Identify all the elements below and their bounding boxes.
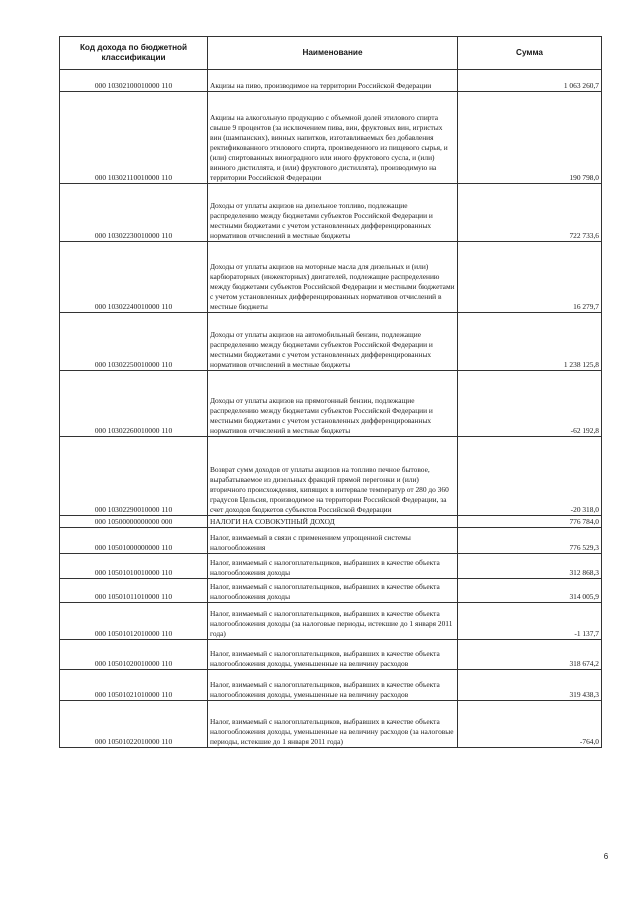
- row-code: 000 10501022010000 110: [60, 701, 208, 748]
- header-sum: Сумма: [458, 37, 602, 70]
- row-sum: 722 733,6: [458, 184, 602, 242]
- row-name: Налог, взимаемый с налогоплательщиков, выбравших в качестве объекта налогообложения доходы, уменьшенные на величину расходов: [208, 640, 458, 670]
- table-row: [60, 516, 602, 528]
- table-body: [60, 70, 602, 748]
- row-sum: 190 798,0: [458, 92, 602, 184]
- row-sum: 312 868,3: [458, 554, 602, 579]
- row-code: 000 10302290010000 110: [60, 437, 208, 516]
- row-code: 000 10302240010000 110: [60, 242, 208, 313]
- row-name: Налог, взимаемый с налогоплательщиков, выбравших в качестве объекта налогообложения доходы: [208, 554, 458, 579]
- table-row: [60, 70, 602, 92]
- row-code: 000 10302250010000 110: [60, 313, 208, 371]
- row-name: Доходы от уплаты акцизов на дизельное топливо, подлежащие распределению между бюджетами субъектов Российской Федерации и местными бюджетами с учетом установленных дифференцированных нормативов отчислений в местные бюджеты: [208, 184, 458, 242]
- table-row: [60, 579, 602, 603]
- row-code: 000 10501011010000 110: [60, 579, 208, 603]
- header-name: Наименование: [208, 37, 458, 70]
- row-sum: -20 318,0: [458, 437, 602, 516]
- table-row: [60, 603, 602, 640]
- table-row: [60, 184, 602, 242]
- row-name: Доходы от уплаты акцизов на автомобильный бензин, подлежащие распределению между бюджетами субъектов Российской Федерации и местными бюджетами с учетом установленных дифференцированных нормативов отчислений в местные бюджеты: [208, 313, 458, 371]
- row-name: Возврат сумм доходов от уплаты акцизов на топливо печное бытовое, вырабатываемое из дизельных фракций прямой перегонки и (или) вторичного происхождения, кипящих в интервале температур от 280 до 360 градусов Цельсия, производимое на территории Российской Федерации, за счет доходов бюджетов субъектов Российской Федерации: [208, 437, 458, 516]
- row-code: 000 10500000000000 000: [60, 516, 208, 528]
- row-code: 000 10501000000000 110: [60, 528, 208, 554]
- row-sum: 318 674,2: [458, 640, 602, 670]
- row-code: 000 10302100010000 110: [60, 70, 208, 92]
- row-sum: 1 063 260,7: [458, 70, 602, 92]
- row-code: 000 10501010010000 110: [60, 554, 208, 579]
- revenue-table: [59, 36, 602, 748]
- row-name: Налог, взимаемый с налогоплательщиков, выбравших в качестве объекта налогообложения доходы, уменьшенные на величину расходов: [208, 670, 458, 701]
- table-row: [60, 437, 602, 516]
- row-sum: 776 529,3: [458, 528, 602, 554]
- row-name: Акцизы на алкогольную продукцию с объемной долей этилового спирта свыше 9 процентов (за исключением пива, вин, фруктовых вин, игристых вин (шампанских), винных напитков, изготавливаемых без добавления ректификованного этилового спирта, произведенного из пищевого сырья, и (или) спиртованных виноградного или иного фруктового сусла, и (или) винного дистиллята, и (или) фруктового дистиллята), производимую на территории Российской Федерации: [208, 92, 458, 184]
- row-code: 000 10302110010000 110: [60, 92, 208, 184]
- table-row: [60, 670, 602, 701]
- table-row: [60, 371, 602, 437]
- row-sum: 314 005,9: [458, 579, 602, 603]
- row-sum: -62 192,8: [458, 371, 602, 437]
- table-row: [60, 528, 602, 554]
- row-sum: -1 137,7: [458, 603, 602, 640]
- table-header-row: [60, 37, 602, 70]
- table-row: [60, 313, 602, 371]
- row-name: Налог, взимаемый с налогоплательщиков, выбравших в качестве объекта налогообложения доходы, уменьшенные на величину расходов (за налоговые периоды, истекшие до 1 января 2011 года): [208, 701, 458, 748]
- table-row: [60, 640, 602, 670]
- row-name: Доходы от уплаты акцизов на прямогонный бензин, подлежащие распределению между бюджетами субъектов Российской Федерации и местными бюджетами с учетом установленных дифференцированных нормативов отчислений в местные бюджеты: [208, 371, 458, 437]
- row-sum: 1 238 125,8: [458, 313, 602, 371]
- table-row: [60, 242, 602, 313]
- row-name: Доходы от уплаты акцизов на моторные масла для дизельных и (или) карбюраторных (инжекторных) двигателей, подлежащие распределению между бюджетами субъектов Российской Федерации и местными бюджетами с учетом установленных дифференцированных нормативов отчислений в местные бюджеты: [208, 242, 458, 313]
- row-code: 000 10501020010000 110: [60, 640, 208, 670]
- row-sum: 319 438,3: [458, 670, 602, 701]
- table-row: [60, 701, 602, 748]
- row-name: Акцизы на пиво, производимое на территории Российской Федерации: [208, 70, 458, 92]
- row-sum: 776 784,0: [458, 516, 602, 528]
- table-row: [60, 554, 602, 579]
- row-name: НАЛОГИ НА СОВОКУПНЫЙ ДОХОД: [208, 516, 458, 528]
- page-number: 6: [603, 852, 609, 861]
- row-code: 000 10302260010000 110: [60, 371, 208, 437]
- table-row: [60, 92, 602, 184]
- row-code: 000 10302230010000 110: [60, 184, 208, 242]
- row-name: Налог, взимаемый с налогоплательщиков, выбравших в качестве объекта налогообложения доходы: [208, 579, 458, 603]
- row-code: 000 10501021010000 110: [60, 670, 208, 701]
- header-code: Код дохода по бюджетной классификации: [60, 37, 208, 70]
- row-sum: 16 279,7: [458, 242, 602, 313]
- row-code: 000 10501012010000 110: [60, 603, 208, 640]
- row-sum: -764,0: [458, 701, 602, 748]
- row-name: Налог, взимаемый в связи с применением упрощенной системы налогообложения: [208, 528, 458, 554]
- row-name: Налог, взимаемый с налогоплательщиков, выбравших в качестве объекта налогообложения доходы (за налоговые периоды, истекшие до 1 января 2011 года): [208, 603, 458, 640]
